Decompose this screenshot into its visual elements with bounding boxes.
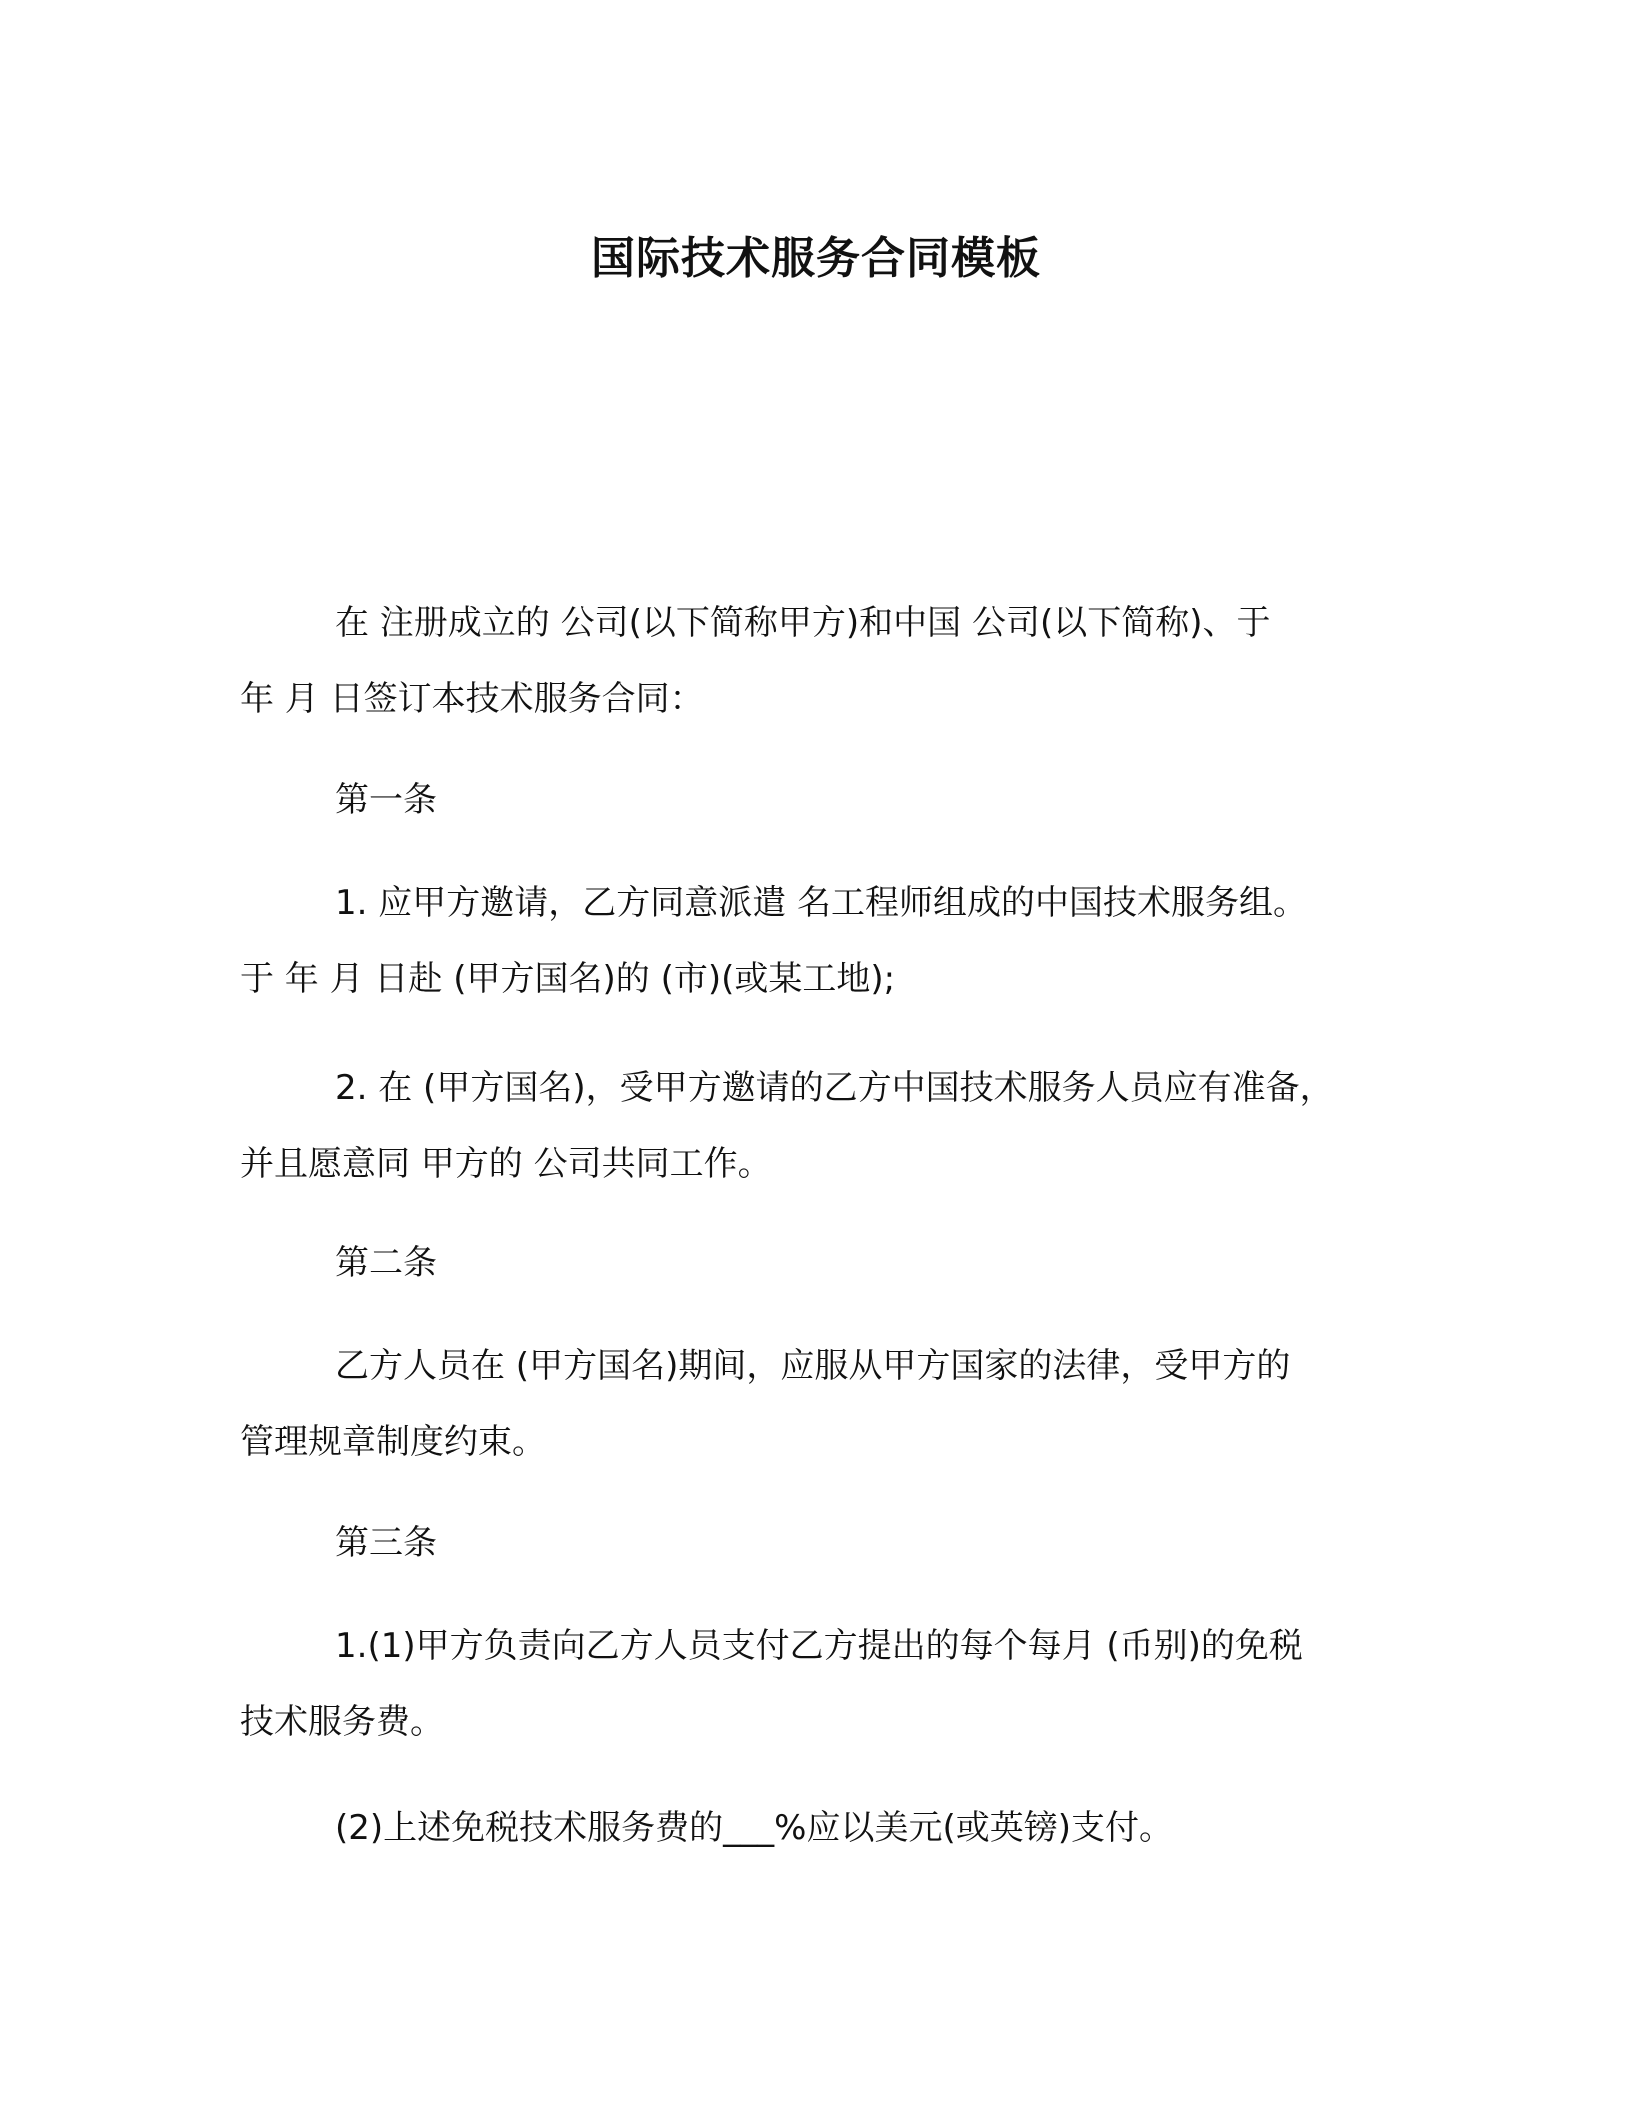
paragraph-article1-item2: [240, 1050, 1405, 1202]
paragraph-article2: [240, 1328, 1405, 1480]
document-title: 国际技术服务合同模板: [591, 233, 1041, 284]
paragraph-line: 在 注册成立的 公司(以下简称甲方)和中国 公司(以下简称)、于: [335, 603, 1271, 643]
paragraph-article3-item1: [240, 1608, 1405, 1760]
paragraph-line: 并且愿意同 甲方的 公司共同工作。: [240, 1144, 772, 1184]
paragraph-line: 1.(1)甲方负责向乙方人员支付乙方提出的每个每月 (币别)的免税: [335, 1626, 1303, 1666]
paragraph-article1-item1: [240, 865, 1405, 1017]
paragraph-article3-item2: [240, 1790, 1405, 1866]
paragraph-line: 技术服务费。: [240, 1702, 444, 1742]
paragraph-line: 年 月 日签订本技术服务合同：: [240, 679, 704, 719]
paragraph-line: 于 年 月 日赴 (甲方国名)的 (市)(或某工地);: [240, 959, 896, 999]
paragraph-line: 乙方人员在 (甲方国名)期间，应服从甲方国家的法律，受甲方的: [335, 1346, 1291, 1386]
article-heading-2: 第二条: [335, 1243, 437, 1283]
paragraph-line: 管理规章制度约束。: [240, 1422, 546, 1462]
article-heading-3: 第三条: [335, 1523, 437, 1563]
paragraph-line: 2. 在 (甲方国名)，受甲方邀请的乙方中国技术服务人员应有准备，: [335, 1068, 1334, 1108]
paragraph-parties: [240, 585, 1405, 737]
article-heading-1: 第一条: [335, 780, 437, 820]
paragraph-line: (2)上述免税技术服务费的___%应以美元(或英镑)支付。: [335, 1808, 1173, 1848]
paragraph-line: 1. 应甲方邀请，乙方同意派遣 名工程师组成的中国技术服务组。: [335, 883, 1308, 923]
